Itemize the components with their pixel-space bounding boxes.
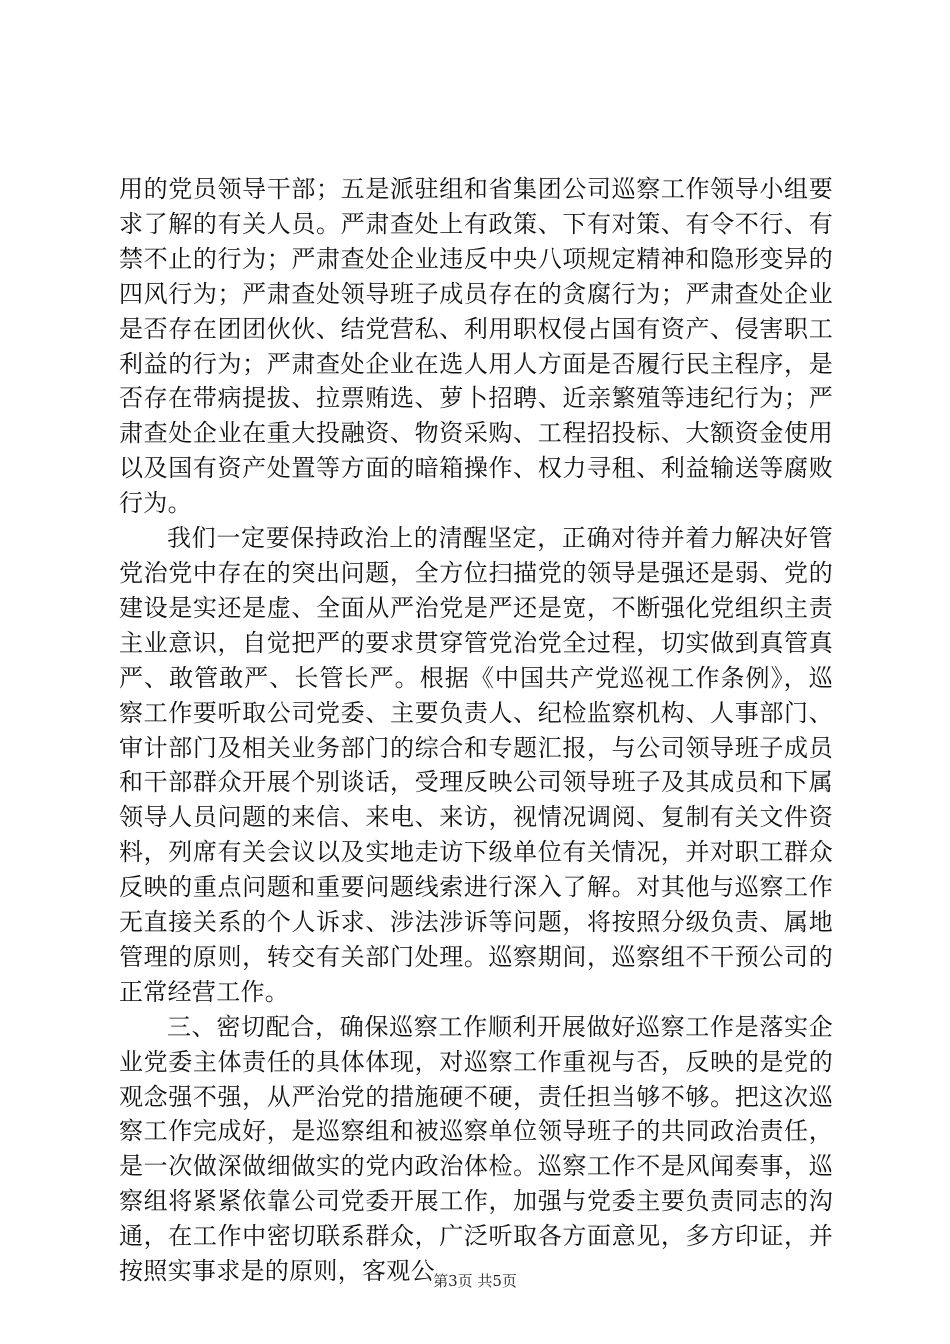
page-number-footer: 第3页 共5页	[433, 1272, 517, 1290]
paragraph-3: 三、密切配合，确保巡察工作顺利开展做好巡察工作是落实企业党委主体责任的具体体现，对巡察工作重视与否，反映的是党的观念强不强，从严治党的措施硬不硬，责任担当够不够。把这次巡察工作完成好，是巡察组和被巡察单位领导班子的共同政治责任，是一次做深做细做实的党内政治体检。巡察工作不是风闻奏事，巡察组将紧紧依靠公司党委开展工作，加强与党委主要负责同志的沟通，在工作中密切联系群众，广泛听取各方面意见，多方印证，并按照实事求是的原则，客观公	[119, 1012, 833, 1286]
paragraph-2: 我们一定要保持政治上的清醒坚定，正确对待并着力解决好管党治党中存在的突出问题，全方位扫描党的领导是强还是弱、党的建设是实还是虚、全面从严治党是严还是宽，不断强化党组织主责主业意识，自觉把严的要求贯穿管党治党全过程，切实做到真管真严、敢管敢严、长管长严。根据《中国共产党巡视工作条例》，巡察工作要听取公司党委、主要负责人、纪检监察机构、人事部门、审计部门及相关业务部门的综合和专题汇报，与公司领导班子成员和干部群众开展个别谈话，受理反映公司领导班子及其成员和下属领导人员问题的来信、来电、来访，视情况调阅、复制有关文件资料，列席有关会议以及实地走访下级单位有关情况，并对职工群众反映的重点问题和重要问题线索进行深入了解。对其他与巡察工作无直接关系的个人诉求、涉法涉诉等问题，将按照分级负责、属地管理的原则，转交有关部门处理。巡察期间，巡察组不干预公司的正常经营工作。	[119, 524, 833, 1006]
paragraph-1: 用的党员领导干部；五是派驻组和省集团公司巡察工作领导小组要求了解的有关人员。严肃查处上有政策、下有对策、有令不行、有禁不止的行为；严肃查处企业违反中央八项规定精神和隐形变异的四风行为；严肃查处领导班子成员存在的贪腐行为；严肃查处企业是否存在团团伙伙、结党营私、利用职权侵占国有资产、侵害职工利益的行为；严肃查处企业在选人用人方面是否履行民主程序，是否存在带病提拔、拉票贿选、萝卜招聘、近亲繁殖等违纪行为；严肃查处企业在重大投融资、物资采购、工程招投标、大额资金使用以及国有资产处置等方面的暗箱操作、权力寻租、利益输送等腐败行为。	[119, 175, 833, 518]
document-body	[119, 172, 833, 1289]
